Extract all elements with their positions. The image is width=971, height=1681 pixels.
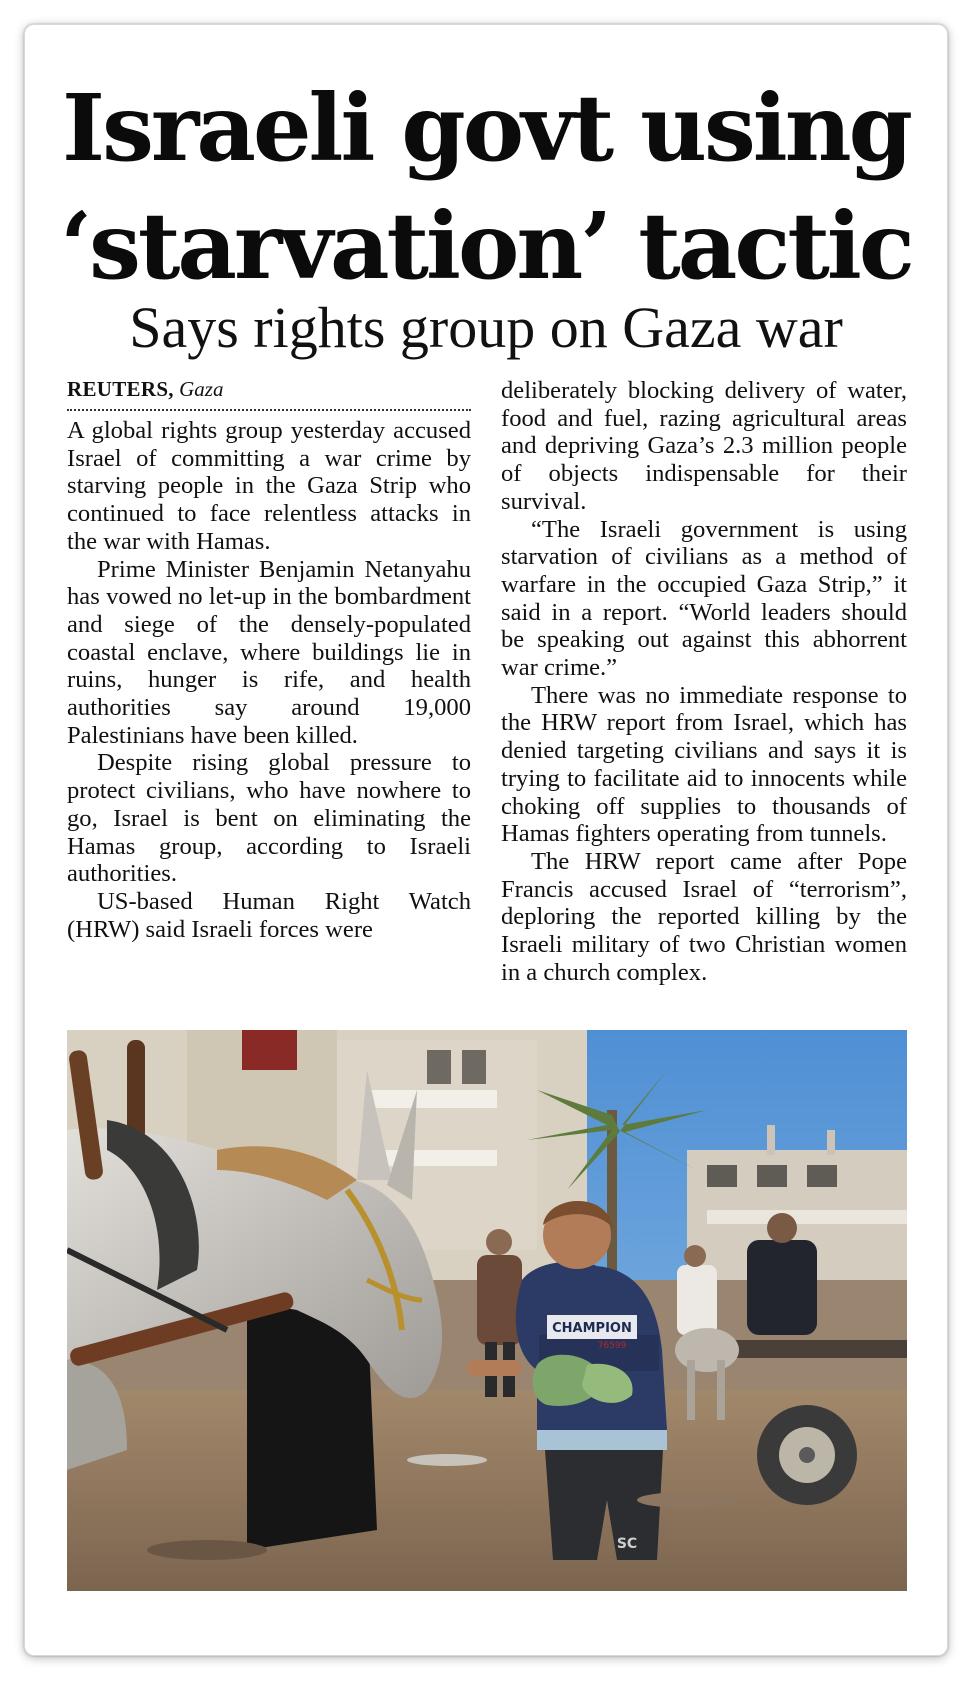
article-column-left [67,377,471,943]
paragraph: “The Israeli government is using starvation of civilians as a method of warfare in the occupied Gaza Strip,” it said in a report. “World leaders should be speaking out against this abhorrent war crime.” [501,515,907,682]
paragraph: Despite rising global pressure to protect civilians, who have nowhere to go, Israel is bent on eliminating the Hamas group, according to Israeli authorities. [67,749,471,888]
dateline-place: Gaza [179,377,224,401]
article-column-right [501,377,907,986]
article-card [24,24,948,1656]
headline-line-1: Israeli govt using [62,74,910,182]
paragraph: US-based Human Right Watch (HRW) said Israeli forces were [67,887,471,943]
dateline [67,377,471,411]
paragraph: deliberately blocking delivery of water, food and fuel, razing agricultural areas and depriving Gaza’s 2.3 million people of objects indispensable for their survival. [501,377,907,515]
headline [25,69,947,305]
paragraph: Prime Minister Benjamin Netanyahu has vowed no let-up in the bombardment and siege of the densely-populated coastal enclave, where buildings lie in ruins, hunger is rife, and health authorities say around 19,000 Palestinians have been killed. [67,555,471,749]
sweatshirt-number: 76599 [597,1341,627,1351]
paragraph: There was no immediate response to the HRW report from Israel, which has denied targeting civilians and says it is trying to facilitate aid to innocents while choking off supplies to thousands of Hamas fighters operating from tunnels. [501,681,907,848]
subheadline: Says rights group on Gaza war [129,295,843,360]
headline-line-2: ‘starvation’ tactic [60,192,912,300]
paragraph: The HRW report came after Pope Francis accused Israel of “terrorism”, deploring the reported killing by the Israeli military of two Christian women in a church complex. [501,847,907,986]
news-photo [67,1030,907,1591]
dateline-agency: REUTERS, [67,377,174,401]
sweatshirt-logo: CHAMPION [552,1321,632,1336]
paragraph: A global rights group yesterday accused Israel of committing a war crime by starving people in the Gaza Strip who continued to face relentless attacks in the war with Hamas. [67,417,471,555]
trouser-logo: SC [616,1536,638,1552]
